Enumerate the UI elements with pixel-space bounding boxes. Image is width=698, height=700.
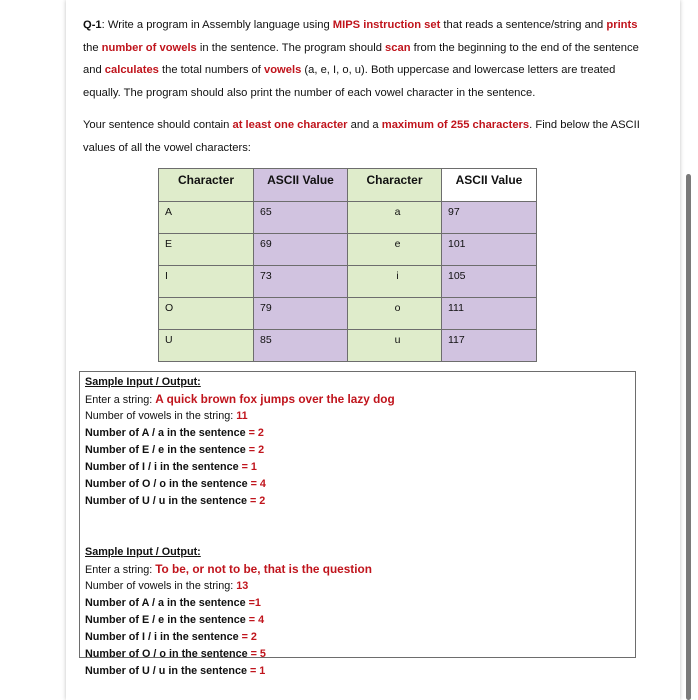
text-run: . Find below the ASCII values of all the vowel characters: [83, 119, 640, 154]
input-line [85, 391, 635, 408]
vowel-count-label: Number of A / a in the sentence [85, 427, 246, 439]
text-run: the total numbers of [158, 64, 264, 76]
highlighted-term: at least one character [232, 119, 348, 131]
header-character-upper: Character [159, 169, 254, 202]
vowel-count-line [85, 663, 635, 680]
vowel-count-label: Number of U / u in the sentence [85, 495, 247, 507]
vowels-count: 13 [236, 580, 249, 592]
vowel-count-line [85, 595, 635, 612]
sample-heading: Sample Input / Output: [85, 546, 201, 558]
vowel-count-label: Number of U / u in the sentence [85, 665, 247, 677]
vowels-label: Number of vowels in the string: [85, 580, 234, 592]
ascii-lower-cell: 97 [442, 202, 537, 234]
text-run: the [83, 41, 102, 54]
vowel-count-label: Number of E / e in the sentence [85, 614, 246, 626]
text-run: and a [347, 119, 382, 131]
vowel-count-line [85, 629, 635, 646]
vowel-count-line [85, 425, 635, 442]
vowel-count-line [85, 493, 635, 510]
question-paragraph-2 [83, 114, 648, 159]
ascii-table [158, 168, 537, 362]
highlighted-term: number of vowels [101, 41, 197, 54]
sample-block-heading [85, 374, 635, 391]
scrollbar[interactable] [686, 174, 691, 700]
vowel-count-line [85, 459, 635, 476]
vowel-count-line [85, 476, 635, 493]
vowel-count-value: = 1 [241, 461, 257, 473]
text-run: (a, e, I, o, u). Both uppercase and lowercase letters are treated equally. The program should also print the number of each vowel character in the sentence. [83, 64, 616, 99]
char-lower-cell: i [348, 266, 442, 298]
vowel-count-value: = 2 [241, 631, 257, 643]
vowel-count-line [85, 442, 635, 459]
question-label: Q-1 [83, 19, 102, 31]
spacer [85, 510, 635, 527]
sample-heading: Sample Input / Output: [85, 376, 201, 388]
sample-block-heading [85, 544, 635, 561]
input-line [85, 561, 635, 578]
header-character-lower: Character [348, 169, 442, 202]
ascii-table-row [159, 266, 537, 298]
vowel-count-value: = 2 [249, 495, 266, 507]
char-upper-cell: E [159, 234, 254, 266]
ascii-table-row [159, 330, 537, 362]
ascii-lower-cell: 105 [442, 266, 537, 298]
vowel-count-value: = 5 [250, 648, 266, 660]
vowel-count-label: Number of E / e in the sentence [85, 444, 246, 456]
ascii-upper-cell: 65 [254, 202, 348, 234]
vowels-label: Number of vowels in the string: [85, 410, 234, 422]
char-lower-cell: a [348, 202, 442, 234]
header-ascii-lower: ASCII Value [442, 169, 537, 202]
prompt-label: Enter a string: [85, 394, 153, 406]
vowel-total-line [85, 578, 635, 595]
highlighted-term: prints [606, 19, 638, 31]
highlighted-term: MIPS instruction set [332, 19, 441, 31]
vowel-count-value: = 2 [248, 427, 264, 439]
highlighted-term: calculates [104, 64, 159, 76]
text-run: that reads a sentence/string and [440, 19, 607, 31]
char-upper-cell: O [159, 298, 254, 330]
char-lower-cell: e [348, 234, 442, 266]
question-paragraph-1 [83, 14, 648, 104]
char-upper-cell: I [159, 266, 254, 298]
vowel-count-value: = 4 [250, 478, 266, 490]
ascii-upper-cell: 73 [254, 266, 348, 298]
ascii-upper-cell: 79 [254, 298, 348, 330]
vowels-count: 11 [236, 410, 248, 422]
highlighted-term: scan [385, 41, 411, 54]
vowel-count-value: = 4 [248, 614, 265, 626]
vowel-total-line [85, 408, 635, 425]
ascii-upper-cell: 69 [254, 234, 348, 266]
sample-input-text: A quick brown fox jumps over the lazy dog [155, 392, 395, 406]
highlighted-term: maximum of 255 characters [381, 119, 530, 131]
vowel-count-label: Number of I / i in the sentence [85, 631, 239, 643]
ascii-lower-cell: 111 [442, 298, 537, 330]
vowel-count-line [85, 612, 635, 629]
prompt-label: Enter a string: [85, 564, 153, 576]
text-run: : Write a program in Assembly language using [101, 19, 333, 31]
char-lower-cell: o [348, 298, 442, 330]
text-run: from the beginning to the end of the sentence and [83, 41, 639, 76]
sample-output-box [79, 371, 636, 677]
ascii-lower-cell: 117 [442, 330, 537, 362]
ascii-table-row [159, 234, 537, 266]
char-lower-cell: u [348, 330, 442, 362]
header-ascii-upper: ASCII Value [254, 169, 348, 202]
vowel-count-value: = 1 [249, 665, 266, 677]
spacer [85, 527, 635, 544]
vowel-count-label: Number of O / o in the sentence [85, 648, 248, 660]
question-text [83, 14, 648, 159]
vowel-count-label: Number of A / a in the sentence [85, 597, 246, 609]
question-body [83, 19, 639, 99]
vowel-count-label: Number of I / i in the sentence [85, 461, 239, 473]
ascii-table-row [159, 298, 537, 330]
ascii-table-header [159, 169, 537, 202]
vowel-count-line [85, 646, 635, 663]
vowel-count-value: =1 [248, 597, 261, 609]
vowel-count-label: Number of O / o in the sentence [85, 478, 248, 490]
text-run: in the sentence. The program should [196, 41, 386, 54]
char-upper-cell: U [159, 330, 254, 362]
char-upper-cell: A [159, 202, 254, 234]
text-run: Your sentence should contain [83, 119, 233, 131]
vowel-count-value: = 2 [248, 444, 265, 456]
ascii-table-row [159, 202, 537, 234]
sample-input-text: To be, or not to be, that is the question [155, 562, 372, 576]
ascii-lower-cell: 101 [442, 234, 537, 266]
highlighted-term: vowels [264, 64, 302, 76]
ascii-upper-cell: 85 [254, 330, 348, 362]
